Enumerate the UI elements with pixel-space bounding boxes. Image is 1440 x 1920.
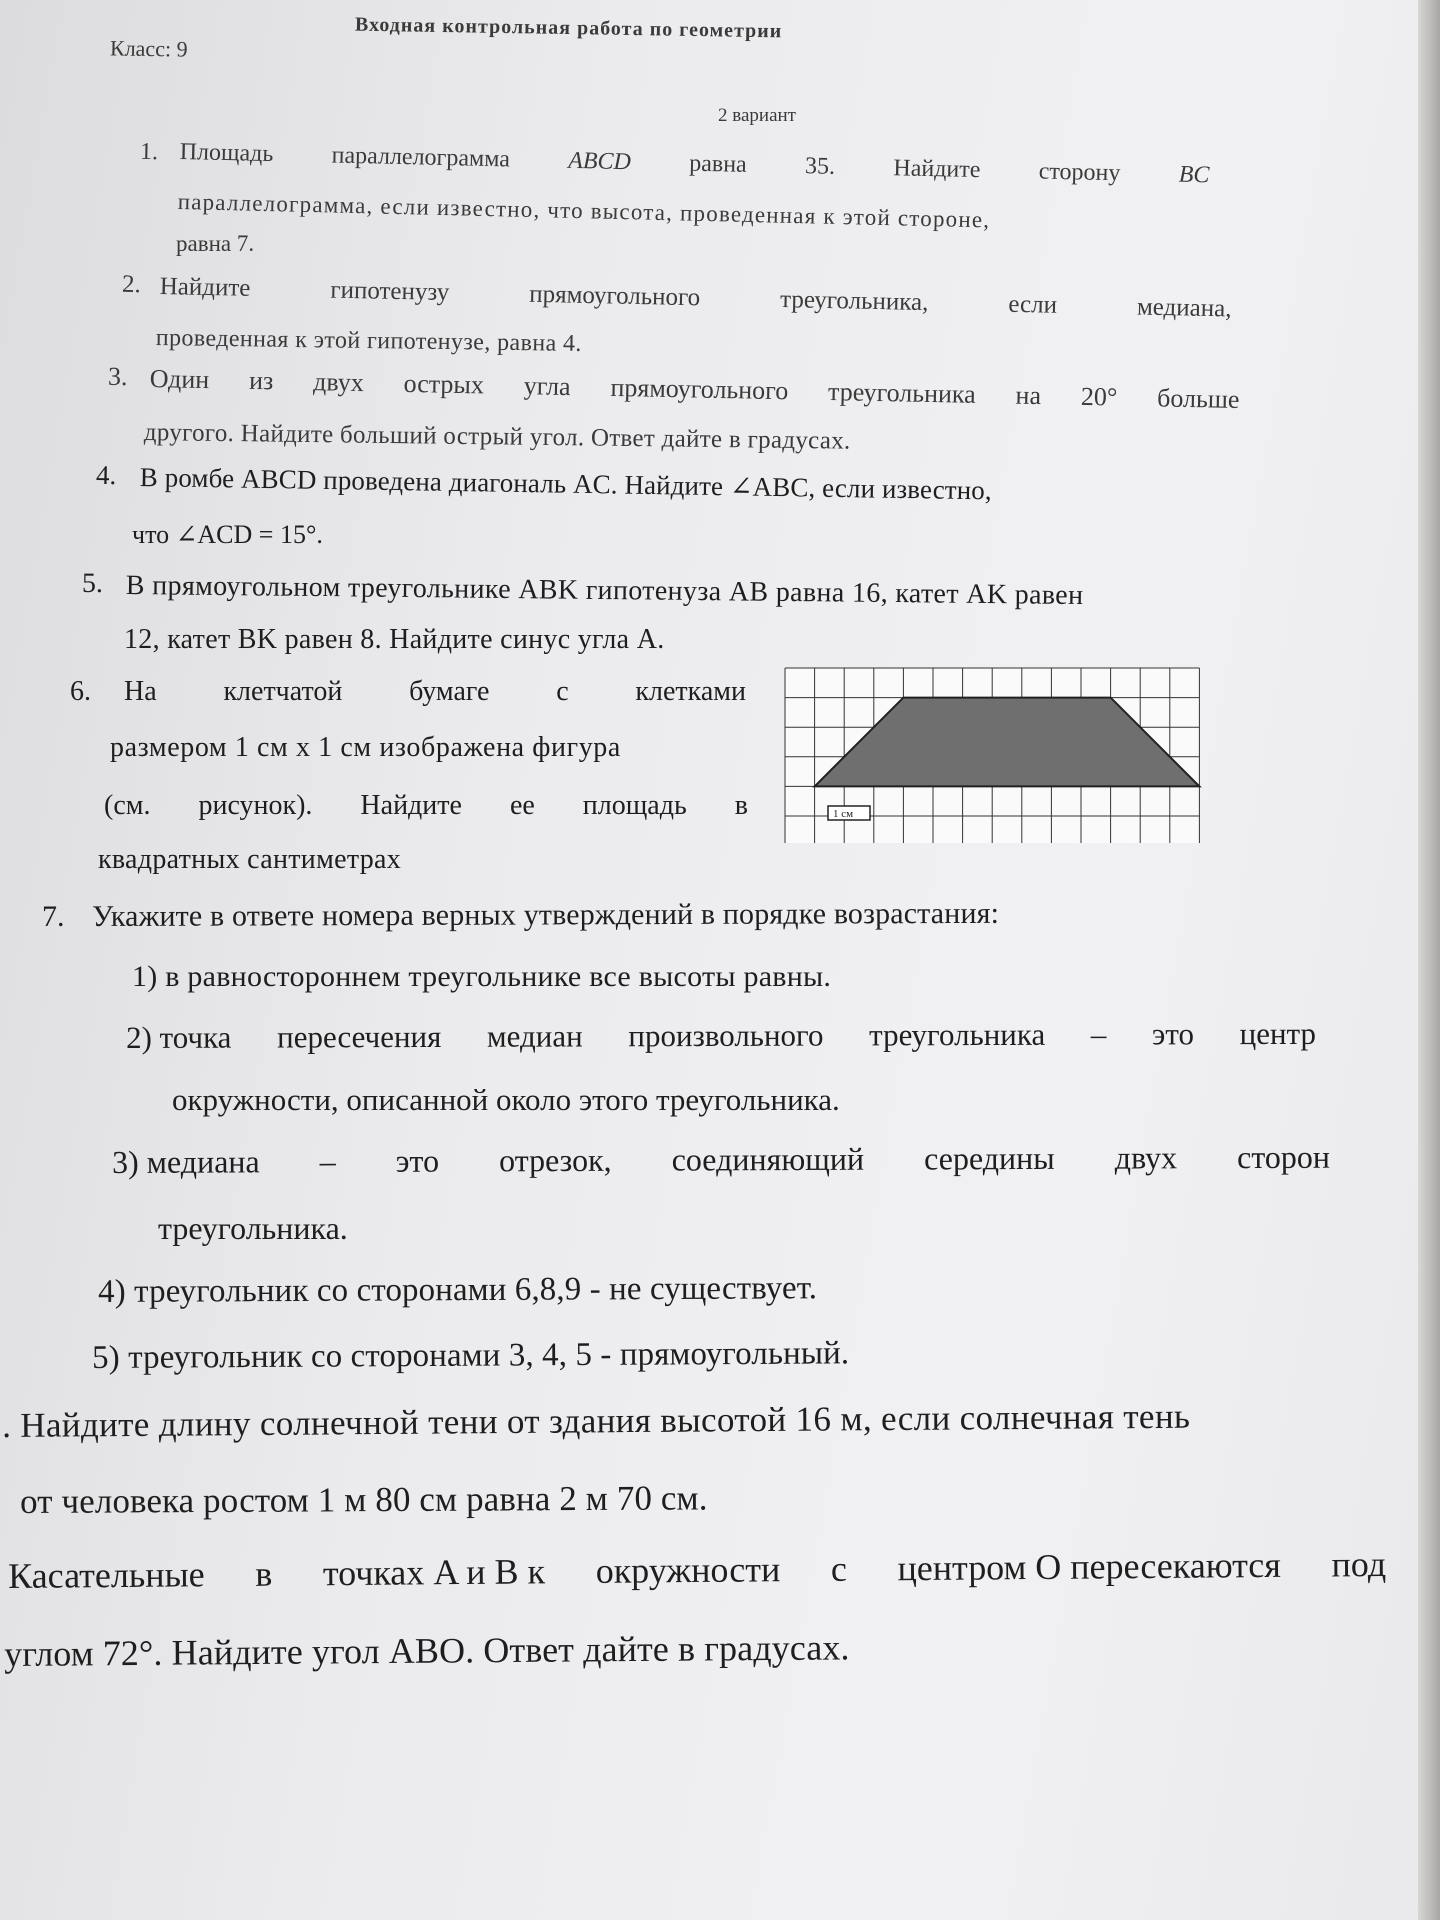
word: ее bbox=[509, 790, 535, 821]
word: 2) точка bbox=[125, 1019, 232, 1055]
problem-3-line-2: другого. Найдите больший острый угол. Ответ дайте в градусах. bbox=[143, 419, 851, 455]
statement-5: 5) треугольник со сторонами 3, 4, 5 - прямоугольный. bbox=[91, 1335, 850, 1376]
word: ABCD bbox=[567, 147, 632, 176]
problem-9-line-2: углом 72°. Найдите угол ABO. Ответ дайте в градусах. bbox=[3, 1627, 850, 1674]
problem-1-line-1 bbox=[179, 140, 1209, 187]
word: прямоугольного bbox=[528, 280, 701, 312]
word: Найдите bbox=[360, 790, 462, 821]
word: 3) медиана bbox=[111, 1143, 260, 1180]
word: соединяющий bbox=[671, 1140, 865, 1178]
problem-6-line-4: квадратных сантиметрах bbox=[98, 844, 402, 875]
word: прямоугольного bbox=[610, 372, 789, 406]
problem-6-line-3 bbox=[104, 792, 748, 820]
grid-figure bbox=[780, 663, 1300, 848]
word: Найдите bbox=[159, 273, 251, 302]
word: больше bbox=[1156, 383, 1240, 414]
word: – bbox=[1090, 1016, 1107, 1052]
problem-2-line-2: проведенная к этой гипотенузе, равна 4. bbox=[155, 325, 582, 357]
grid-paper-figure bbox=[780, 663, 1300, 843]
word: двух bbox=[1114, 1139, 1178, 1176]
word: бумаге bbox=[409, 676, 490, 707]
problem-7-intro: Укажите в ответе номера верных утверждений в порядке возрастания: bbox=[91, 896, 1000, 933]
problem-1-line-2: параллелограмма, если известно, что высота, проведенная к этой стороне, bbox=[177, 189, 991, 233]
problem-8-line-2: от человека ростом 1 м 80 см равна 2 м 70 см. bbox=[19, 1478, 708, 1521]
paper-edge-shadow bbox=[1418, 0, 1440, 1920]
problem-4-line-2: что ∠ACD = 15°. bbox=[132, 520, 323, 549]
problem-2-number: 2. bbox=[121, 270, 142, 299]
word: это bbox=[395, 1142, 440, 1179]
word: медиан bbox=[486, 1018, 583, 1054]
class-label: Класс: 9 bbox=[109, 35, 188, 62]
word: 35. bbox=[804, 153, 836, 180]
word: параллелограмма bbox=[331, 142, 511, 173]
page-title: Входная контрольная работа по геометрии bbox=[354, 13, 783, 43]
word: с bbox=[556, 676, 569, 707]
word: если bbox=[1008, 290, 1058, 319]
word: отрезок, bbox=[499, 1141, 612, 1179]
problem-3-line-1 bbox=[150, 366, 1240, 413]
problem-5-number: 5. bbox=[81, 567, 104, 600]
problem-6-line-2: размером 1 см x 1 см изображена фигура bbox=[110, 732, 621, 763]
statement-2-line-1 bbox=[125, 1015, 1317, 1055]
variant-label: 2 вариант bbox=[718, 105, 796, 126]
word: под bbox=[1331, 1543, 1387, 1585]
word: рисунок). bbox=[198, 790, 313, 821]
statement-1: 1) в равностороннем треугольнике все высоты равны. bbox=[132, 960, 832, 993]
word: Касательные bbox=[7, 1554, 205, 1596]
problem-8-line-1: . Найдите длину солнечной тени от здания высотой 16 м, если солнечная тень bbox=[1, 1396, 1191, 1445]
problem-1-line-3: равна 7. bbox=[176, 231, 255, 256]
word: произвольного bbox=[628, 1017, 824, 1054]
word: треугольника, bbox=[779, 285, 929, 317]
statement-3-line-1 bbox=[111, 1138, 1331, 1180]
word: это bbox=[1151, 1016, 1195, 1052]
word: центр bbox=[1239, 1015, 1317, 1052]
word: сторон bbox=[1236, 1138, 1331, 1176]
word: Площадь bbox=[179, 139, 274, 168]
word: в bbox=[255, 1553, 273, 1594]
word: гипотенузу bbox=[330, 276, 450, 307]
word: окружности bbox=[595, 1549, 781, 1591]
word: на bbox=[1015, 380, 1042, 411]
word: из bbox=[248, 365, 274, 396]
word: медиана, bbox=[1136, 293, 1232, 323]
statement-3-line-2: треугольника. bbox=[158, 1210, 348, 1246]
word: центром O пересекаются bbox=[897, 1544, 1282, 1589]
word: площадь bbox=[582, 790, 687, 821]
problem-3-number: 3. bbox=[107, 361, 128, 392]
word: – bbox=[319, 1143, 336, 1180]
word: сторону bbox=[1038, 158, 1121, 187]
word: клетчатой bbox=[223, 676, 343, 707]
problem-4-line-1: В ромбе ABCD проведена диагональ AC. Найдите ∠ABC, если известно, bbox=[139, 462, 992, 506]
word: равна bbox=[688, 150, 748, 178]
problem-1-number: 1. bbox=[139, 138, 159, 166]
word: с bbox=[830, 1548, 848, 1589]
word: Один bbox=[149, 364, 210, 395]
problem-5-line-1: В прямоугольном треугольнике ABK гипотенуза AB равна 16, катет AK равен bbox=[125, 570, 1084, 612]
scale-label: 1 см bbox=[833, 808, 854, 820]
word: точках A и B к bbox=[322, 1551, 546, 1594]
word: треугольника bbox=[869, 1016, 1046, 1053]
word: клетками bbox=[635, 676, 746, 707]
word: На bbox=[124, 676, 157, 707]
problem-6-number: 6. bbox=[70, 676, 91, 707]
word: середины bbox=[924, 1139, 1055, 1177]
problem-4-number: 4. bbox=[95, 459, 117, 491]
word: 20° bbox=[1080, 381, 1118, 412]
statement-4: 4) треугольник со сторонами 6,8,9 - не существует. bbox=[97, 1270, 818, 1310]
word: в bbox=[734, 790, 748, 821]
word: треугольника bbox=[827, 377, 977, 409]
problem-2-line-1 bbox=[159, 274, 1231, 321]
problem-7-number: 7. bbox=[42, 900, 65, 933]
word: двух bbox=[312, 367, 365, 398]
word: угла bbox=[523, 371, 571, 402]
statement-2-line-2: окружности, описанной около этого треугольника. bbox=[172, 1082, 840, 1117]
word: пересечения bbox=[277, 1018, 442, 1055]
problem-5-line-2: 12, катет BK равен 8. Найдите синус угла A. bbox=[124, 624, 665, 655]
problem-6-line-1 bbox=[124, 678, 746, 706]
word: Найдите bbox=[893, 155, 981, 184]
word: (см. bbox=[104, 790, 151, 821]
word: острых bbox=[403, 368, 485, 400]
word: BC bbox=[1178, 161, 1210, 189]
problem-9-line-1 bbox=[7, 1543, 1387, 1596]
